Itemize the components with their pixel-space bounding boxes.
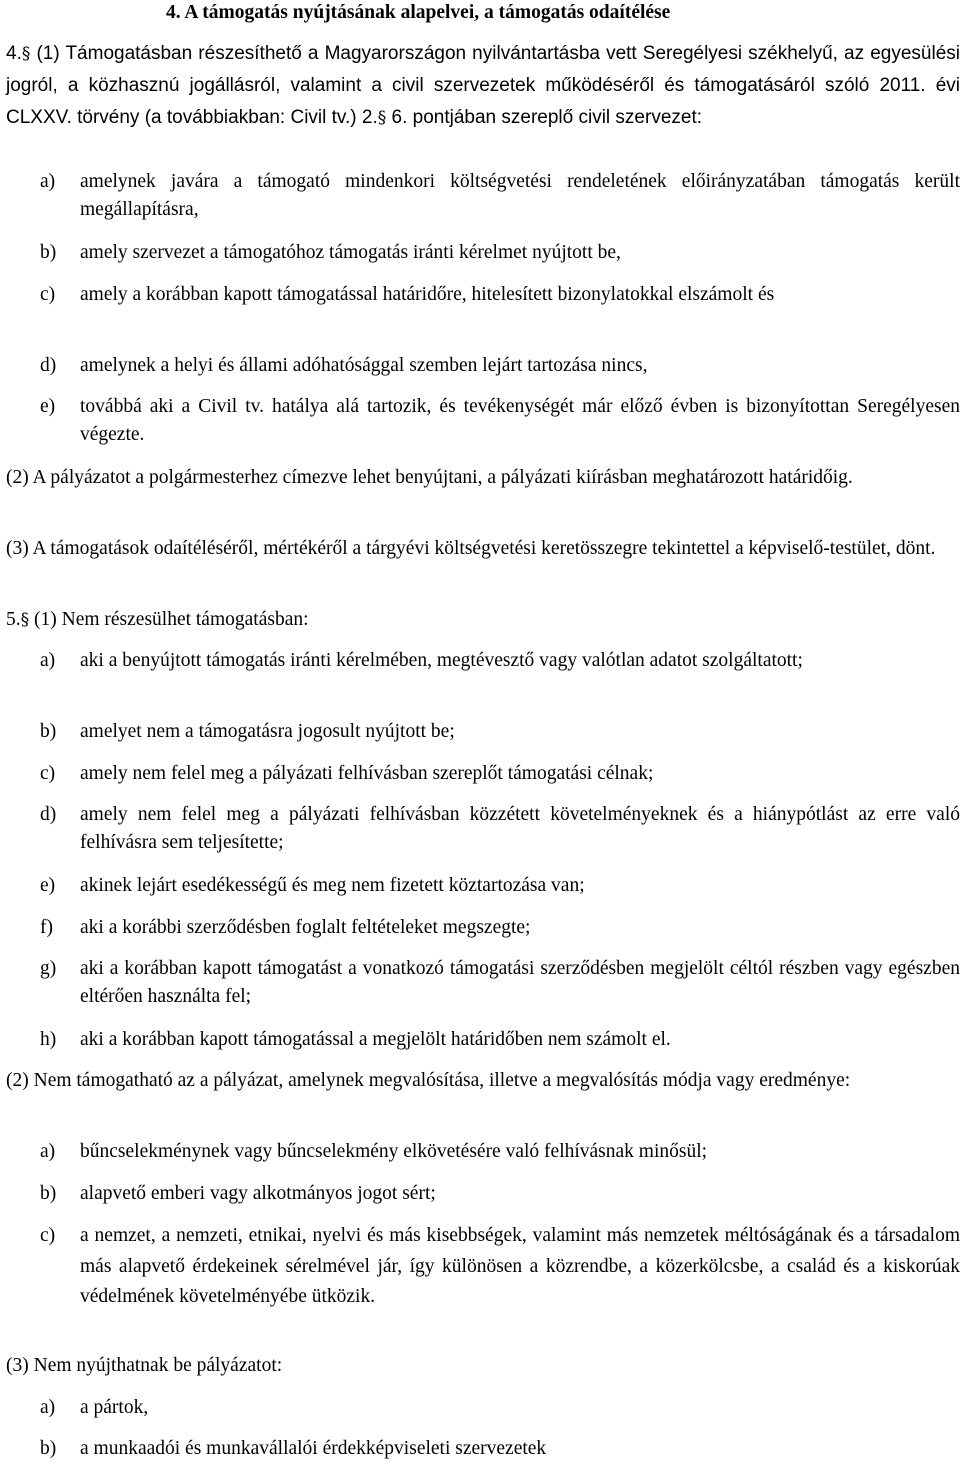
list-marker: b) [40,1183,57,1204]
list-text: amely a korábban kapott támogatással határidőre, hitelesített bizonylatokkal elszámolt és [80,284,775,305]
list-text: aki a benyújtott támogatás iránti kérelmében, megtévesztő vagy valótlan adatot szolgáltatott; [80,650,803,671]
list-text: aki a korábbi szerződésben foglalt feltételeket megszegte; [80,917,531,938]
list-marker: a) [40,171,56,192]
list-marker: f) [40,917,53,938]
list-marker: g) [40,958,57,979]
list-text: amely nem felel meg a pályázati felhívásban szereplőt támogatási célnak; [80,763,654,784]
list-item [40,955,960,1011]
list-text: a munkaadói és munkavállalói érdekképviseleti szervezetek [80,1438,547,1459]
section-heading: 4. A támogatás nyújtásának alapelvei, a támogatás odaítélése [166,2,671,23]
list-text: amelyet nem a támogatásra jogosult nyújtott be; [80,721,455,742]
sec4-paragraph-2: (2) A pályázatot a polgármesterhez címezve lehet benyújtani, a pályázati kiírásban meghatározott határidőig. [6,467,853,488]
list-marker: a) [40,650,56,671]
list-text: amelynek a helyi és állami adóhatósággal szemben lejárt tartozása nincs, [80,355,648,376]
sec5-paragraph-3: (3) Nem nyújthatnak be pályázatot: [6,1355,283,1376]
sec5-intro [6,606,960,634]
sec4-intro [6,38,960,134]
list-item [40,647,960,675]
list-item [40,1180,960,1208]
section-sign: § [20,610,30,630]
section-sign: § [377,108,387,128]
section-sign: § [21,44,31,64]
list-marker: b) [40,242,57,263]
list-item [40,914,960,942]
list-text: alapvető emberi vagy alkotmányos jogot sért; [80,1183,436,1204]
list-text: továbbá aki a Civil tv. hatálya alá tartozik, és tevékenységét már előző évben is bizonyítottan Seregélyesen végezte. [80,396,960,445]
list-marker: a) [40,1397,56,1418]
sec4-number: 4. [6,43,22,64]
list-text: bűncselekménynek vagy bűncselekmény elkövetésére való felhívásnak minősül; [80,1141,708,1162]
list-item [40,239,960,267]
list-marker: c) [40,1225,56,1246]
sec5-paragraph-2: (2) Nem támogatható az a pályázat, amelynek megvalósítása, illetve a megvalósítás módja vagy eredménye: [6,1070,851,1091]
list-text: aki a korábban kapott támogatást a vonatkozó támogatási szerződésben megjelölt céltól részben vagy egészben eltérően használta fel; [80,958,960,1007]
list-text: amely szervezet a támogatóhoz támogatás iránti kérelmet nyújtott be, [80,242,621,263]
list-item [40,760,960,788]
list-text: amely nem felel meg a pályázati felhívásban közzétett követelményeknek és a hiánypótlást az erre való felhívásra sem teljesítette; [80,804,960,853]
list-item [40,801,960,857]
list-marker: h) [40,1029,57,1050]
list-item [40,872,960,900]
sec4-paragraph-3: (3) A támogatások odaítéléséről, mértékéről a tárgyévi költségvetési keretösszegre tekintettel a képviselő-testület, dönt. [6,538,936,559]
list-marker: a) [40,1141,56,1162]
sec4-intro-text: (1) Támogatásban részesíthető a Magyarországon nyilvántartásba vett Seregélyesi székhelyű, az egyesülési jogról, a közhasznú jogállásról, valamint a civil szervezetek működéséről és támogatásáról szóló 2011. évi CLXXV. törvény (a továbbiakban: Civil tv.) 2. [6,43,960,128]
list-item [40,281,960,309]
list-text: a nemzet, a nemzeti, etnikai, nyelvi és más kisebbségek, valamint más nemzetek méltóságának és a társadalom más alapvető érdekeinek sérelmével jár, így különösen a közrendbe, a közerkölcsbe, a család és a kiskorúak védelmének követelményébe ütközik. [80,1225,960,1307]
list-marker: b) [40,1438,57,1459]
list-item [40,168,960,224]
list-marker: d) [40,804,57,825]
list-text: amelynek javára a támogató mindenkori költségvetési rendeletének előirányzatában támogatás került megállapításra, [80,171,960,220]
list-marker: d) [40,355,57,376]
list-marker: c) [40,284,56,305]
list-marker: e) [40,875,56,896]
list-item [40,1026,960,1054]
list-item [40,393,960,449]
list-text: akinek lejárt esedékességű és meg nem fizetett köztartozása van; [80,875,585,896]
list-item [40,1435,960,1463]
list-marker: c) [40,763,56,784]
list-text: aki a korábban kapott támogatással a megjelölt határidőben nem számolt el. [80,1029,671,1050]
sec4-intro-tail: 6. pontjában szereplő civil szervezet: [391,107,703,128]
list-marker: e) [40,396,56,417]
list-item [40,1221,960,1313]
sec5-number: 5. [6,609,21,630]
sec5-intro-text: (1) Nem részesülhet támogatásban: [34,609,309,630]
list-item [40,352,960,380]
list-item [40,1138,960,1166]
list-item [40,718,960,746]
list-marker: b) [40,721,57,742]
list-item [40,1394,960,1422]
list-text: a pártok, [80,1397,149,1418]
